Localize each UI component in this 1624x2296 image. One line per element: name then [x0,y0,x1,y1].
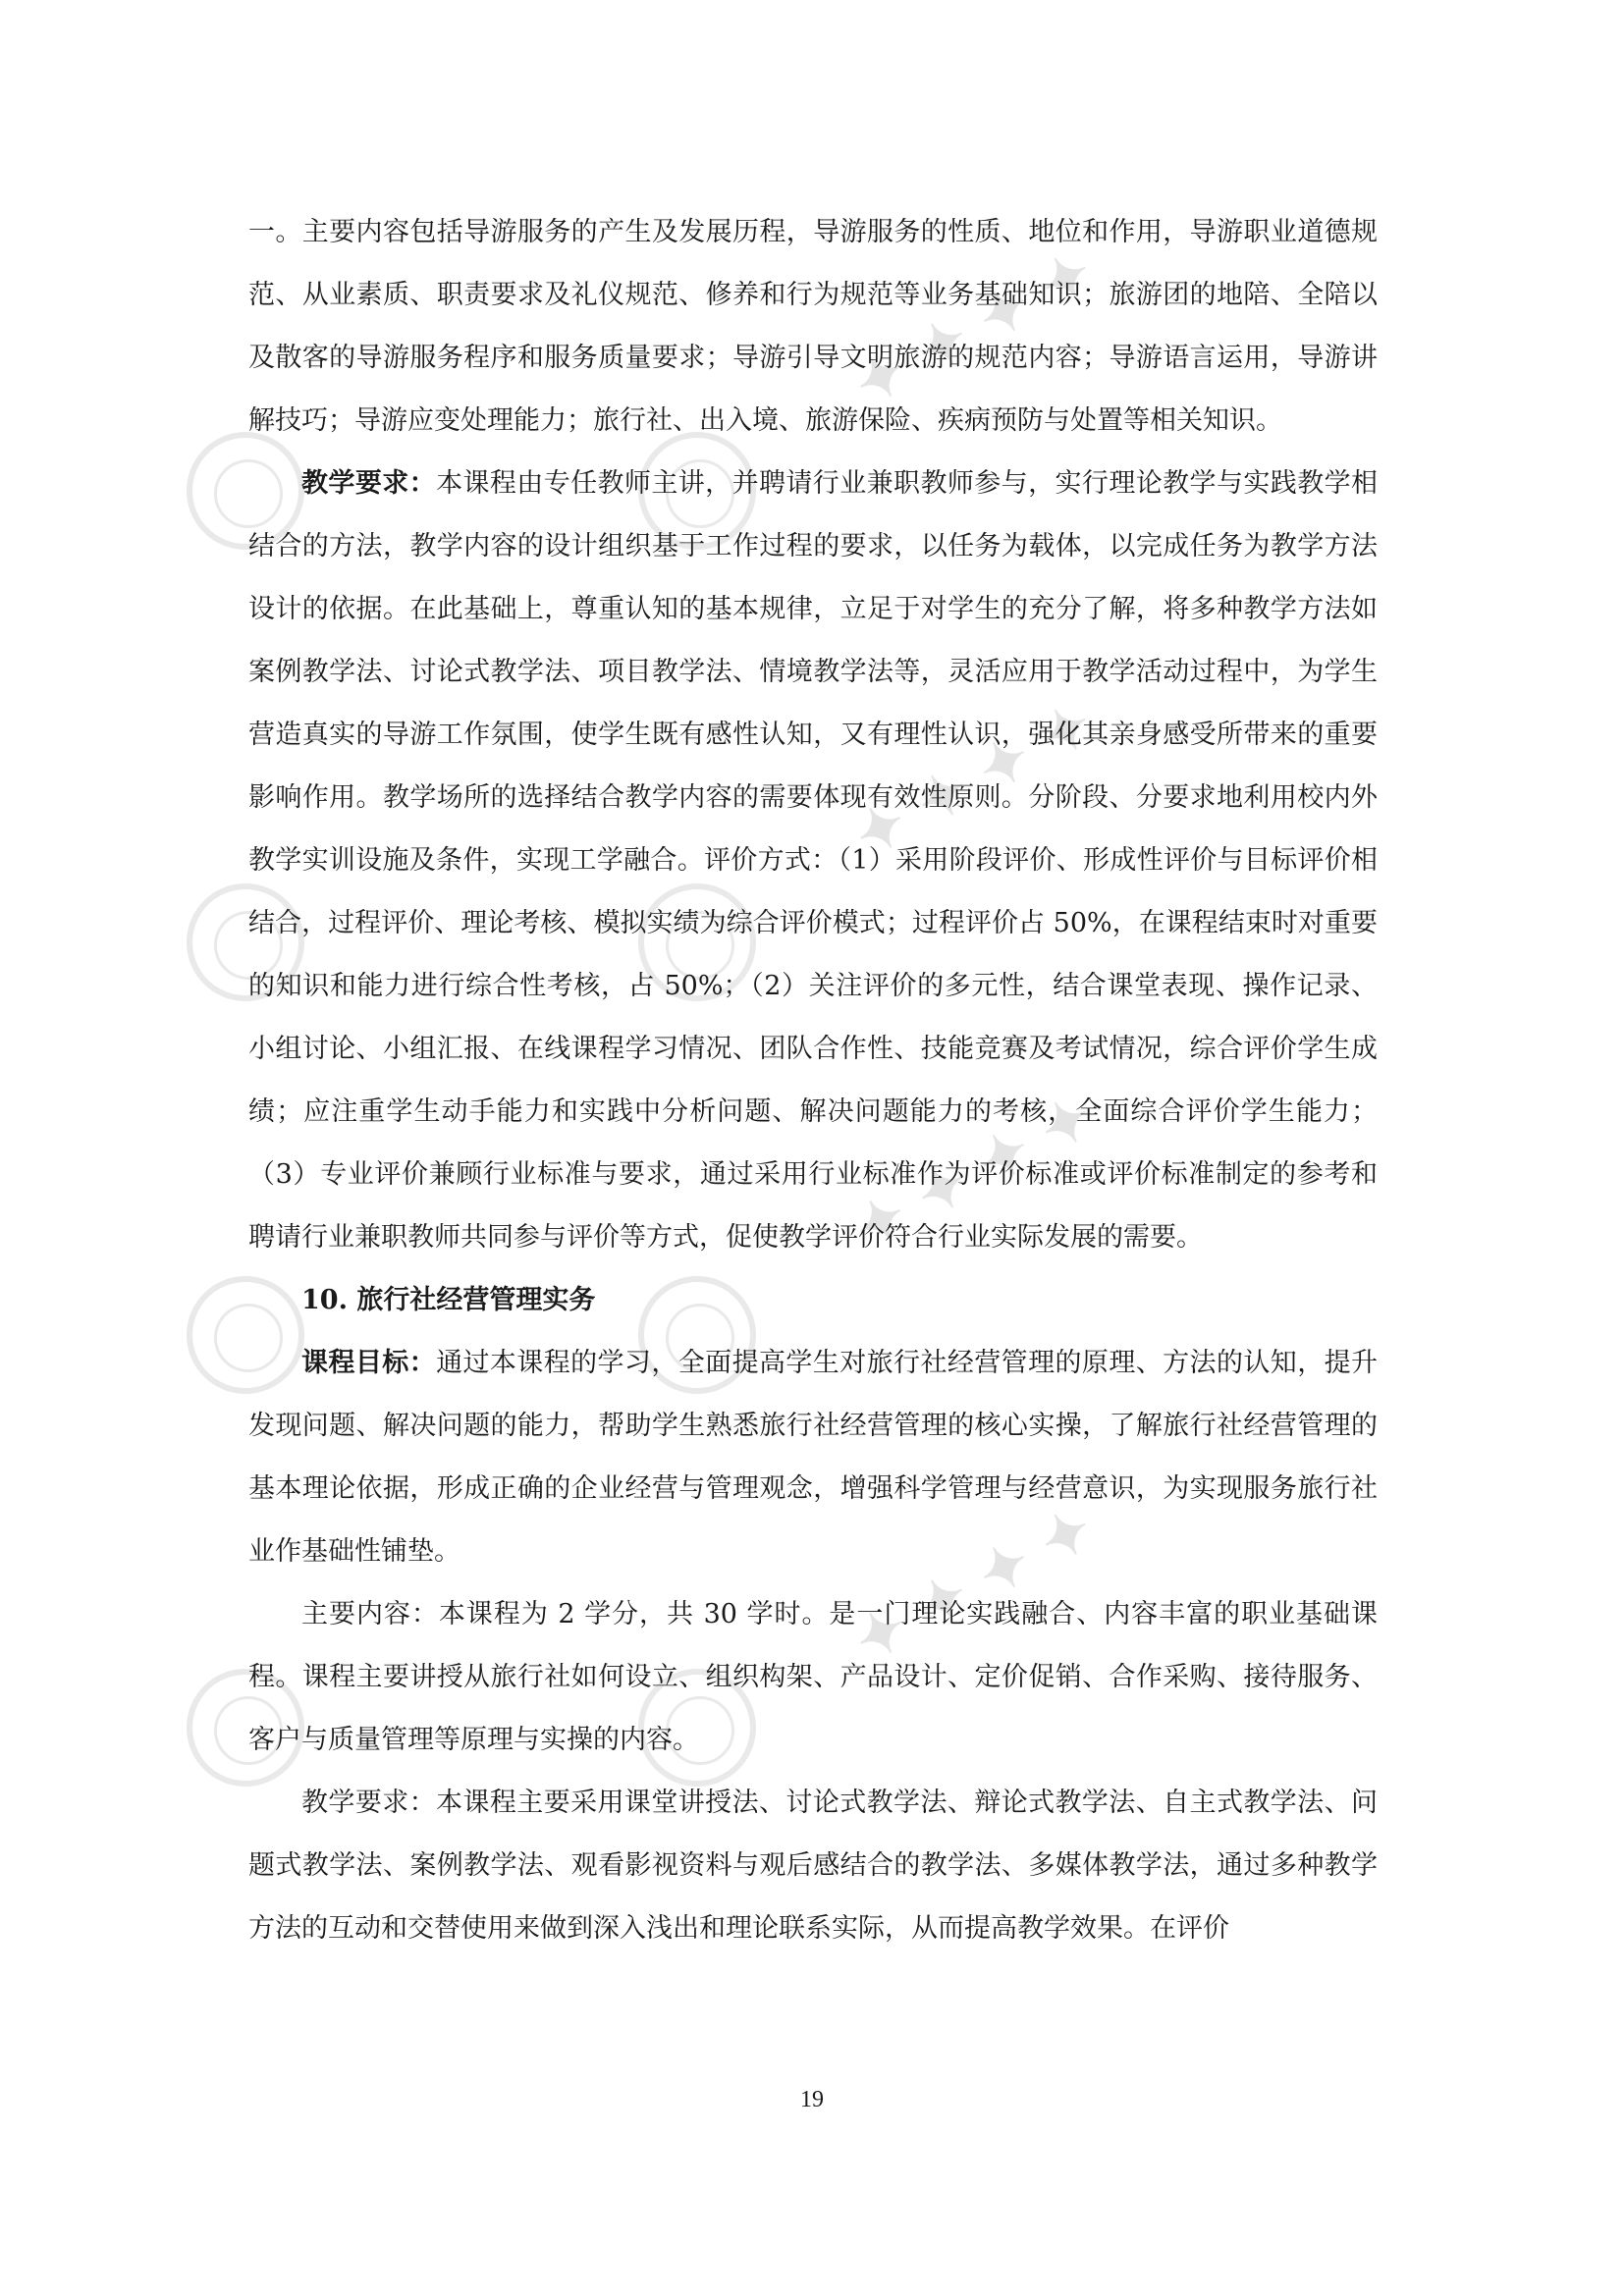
paragraph-teaching-requirements [248,453,1378,1269]
paragraph-teaching-methods [248,1772,1378,1960]
page-number: 19 [800,2087,824,2112]
paragraph-text: 一。主要内容包括导游服务的产生及发展历程，导游服务的性质、地位和作用，导游职业道德规范、从业素质、职责要求及礼仪规范、修养和行为规范等业务基础知识；旅游团的地陪、全陪以及散客的导游服务程序和服务质量要求；导游引导文明旅游的规范内容；导游语言运用，导游讲解技巧；导游应变处理能力；旅行社、出入境、旅游保险、疾病预防与处置等相关知识。 [248,217,1378,436]
paragraph-text: 通过本课程的学习，全面提高学生对旅行社经营管理的原理、方法的认知，提升发现问题、解决问题的能力，帮助学生熟悉旅行社经营管理的核心实操，了解旅行社经营管理的基本理论依据，形成正确的企业经营与管理观念，增强科学管理与经营意识，为实现服务旅行社业作基础性铺垫。 [248,1348,1379,1567]
watermark-logo-icon: ✦ ✦ ✦ ✦ [843,689,1105,872]
paragraph-text: 教学要求：本课程主要采用课堂讲授法、讨论式教学法、辩论式教学法、自主式教学法、问题式教学法、案例教学法、观看影视资料与观后感结合的教学法、多媒体教学法，通过多种教学方法的互动和交替使用来做到深入浅出和理论联系实际，从而提高教学效果。在评价 [248,1788,1378,1944]
paragraph-course-objectives [248,1332,1378,1583]
paragraph-text: 本课程由专任教师主讲，并聘请行业兼职教师参与，实行理论教学与实践教学相结合的方法，教学内容的设计组织基于工作过程的要求，以任务为载体，以完成任务为教学方法设计的依据。在此基础上，尊重认知的基本规律，立足于对学生的充分了解，将多种教学方法如案例教学法、讨论式教学法、项目教学法、情境教学法等，灵活应用于教学活动过程中，为学生营造真实的导游工作氛围，使学生既有感性认知，又有理性认识，强化其亲身感受所带来的重要影响作用。教学场所的选择结合教学内容的需要体现有效性原则。分阶段、分要求地利用校内外教学实训设施及条件，实现工学融合。评价方式：（1）采用阶段评价、形成性评价与目标评价相结合，过程评价、理论考核、模拟实绩为综合评价模式；过程评价占 50%，在课程结束时对重要的知识和能力进行综合性考核，占 50%；（2）关注评价的多元性，结合课堂表现、操作记录、小组讨论、小组汇报、在线课程学习情况、团队合作性、技能竞赛及考试情况，综合评价学生成绩；应注重学生动手能力和实践中分析问题、解决问题能力的考核，全面综合评价学生能力；（3）专业评价兼顾行业标准与要求，通过采用行业标准作为评价标准或评价标准制定的参考和聘请行业兼职教师共同参与评价等方式，促使教学评价符合行业实际发展的需要。 [248,468,1379,1253]
watermark-logo-icon: ✦ ✦ ✦ ✦ [843,1082,1105,1264]
paragraph-content-summary [248,201,1378,453]
paragraph-lead: 教学要求： [301,468,437,499]
body-text-top [248,201,1378,1960]
section-heading: 10. 旅行社经营管理实务 [301,1285,596,1315]
watermark-logo-icon: ✦ ✦ ✦ ✦ [843,238,1105,420]
paragraph-main-content [248,1583,1378,1772]
watermark-logo-icon: ✦ ✦ ✦ ✦ [843,1494,1105,1677]
paragraph-lead: 课程目标： [301,1348,437,1378]
paragraph-text: 主要内容：本课程为 2 学分，共 30 学时。是一门理论实践融合、内容丰富的职业基础课程。课程主要讲授从旅行社如何设立、组织构架、产品设计、定价促销、合作采购、接待服务、客户与质量管理等原理与实操的内容。 [248,1599,1378,1755]
